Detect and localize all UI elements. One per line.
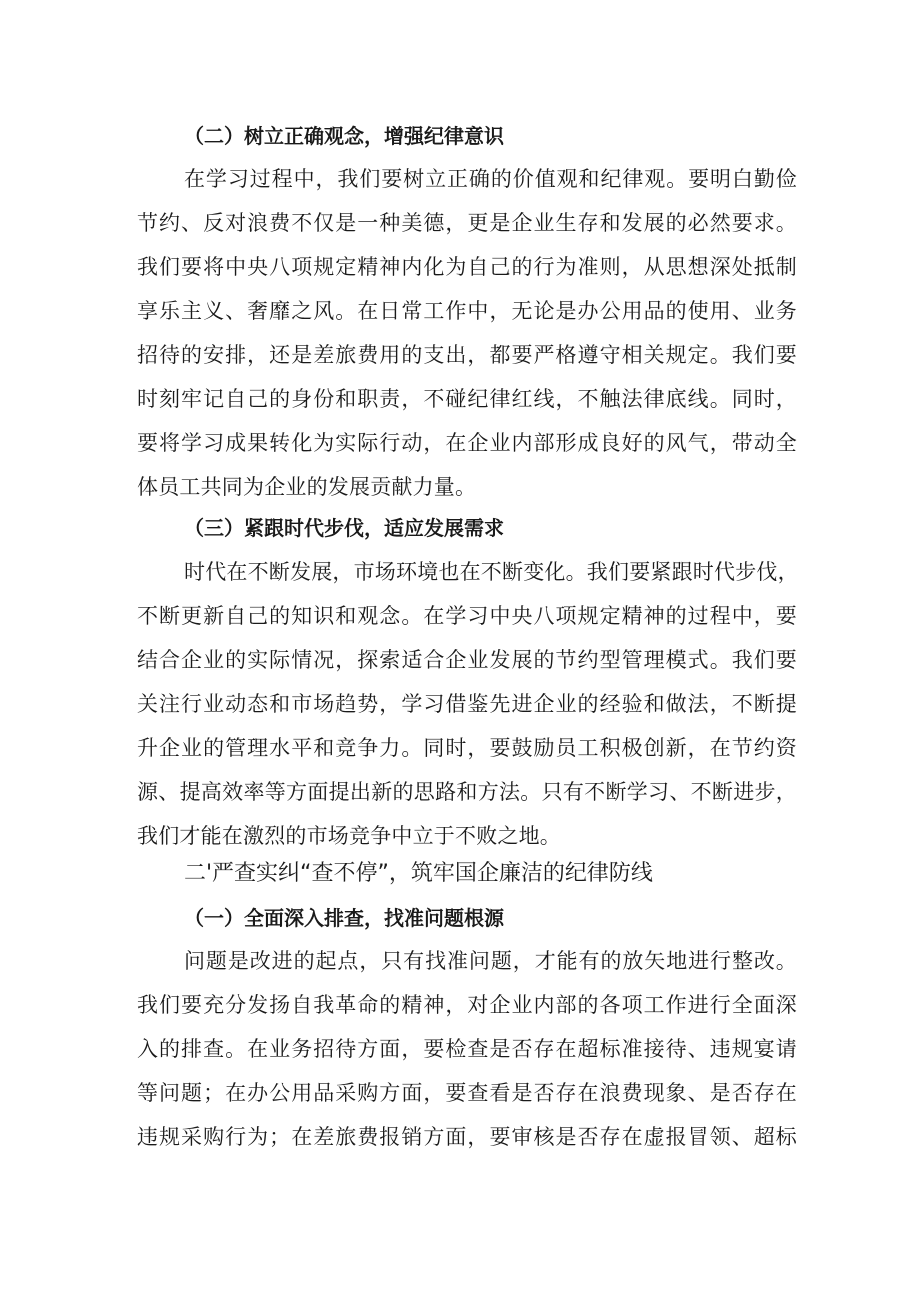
paragraph-line: 源、提高效率等方面提出新的思路和方法。只有不断学习、不断进步， [137,780,797,804]
paragraph-line: 我们才能在激烈的市场竞争中立于不败之地。 [137,824,561,848]
paragraph-line: 体员工共同为企业的发展贡献力量。 [137,475,477,499]
section-heading-3: （三）紧跟时代步伐，适应发展需求 [184,516,504,540]
paragraph-line: 等问题；在办公用品采购方面，要查看是否存在浪费现象、是否存在 [137,1081,797,1105]
paragraph-line: 节约、反对浪费不仅是一种美德，更是企业生存和发展的必然要求。 [137,211,797,235]
paragraph-line: 我们要将中央八项规定精神内化为自己的行为准则，从思想深处抵制 [137,255,797,279]
paragraph-line: 享乐主义、奢靡之风。在日常工作中，无论是办公用品的使用、业务 [137,299,797,323]
paragraph-line: 入的排查。在业务招待方面，要检查是否存在超标准接待、违规宴请 [137,1037,797,1061]
paragraph-line: 我们要充分发扬自我革命的精神，对企业内部的各项工作进行全面深 [137,993,797,1017]
paragraph-line: 在学习过程中，我们要树立正确的价值观和纪律观。要明白勤俭 [184,167,797,191]
paragraph-line: 要将学习成果转化为实际行动，在企业内部形成良好的风气，带动全 [137,431,797,455]
paragraph-line: 结合企业的实际情况，探索适合企业发展的节约型管理模式。我们要 [137,648,797,672]
section-heading-1: （一）全面深入排查，找准问题根源 [184,906,504,930]
paragraph-line: 时刻牢记自己的身份和职责，不碰纪律红线，不触法律底线。同时， [137,387,797,411]
paragraph-line: 时代在不断发展，市场环境也在不断变化。我们要紧跟时代步伐， [184,560,799,584]
paragraph-line: 招待的安排，还是差旅费用的支出，都要严格遵守相关规定。我们要 [137,343,797,367]
part-title: 二'严查实纠“查不停”，筑牢国企廉洁的纪律防线 [184,861,653,886]
paragraph-line: 问题是改进的起点，只有找准问题，才能有的放矢地进行整改。 [184,949,797,973]
section-heading-2: （二）树立正确观念，增强纪律意识 [184,124,504,148]
paragraph-line: 违规采购行为；在差旅费报销方面，要审核是否存在虚报冒领、超标 [137,1125,797,1149]
paragraph-line: 升企业的管理水平和竞争力。同时，要鼓励员工积极创新，在节约资 [137,736,797,760]
paragraph-line: 不断更新自己的知识和观念。在学习中央八项规定精神的过程中，要 [137,604,797,628]
paragraph-line: 关注行业动态和市场趋势，学习借鉴先进企业的经验和做法，不断提 [137,692,797,716]
